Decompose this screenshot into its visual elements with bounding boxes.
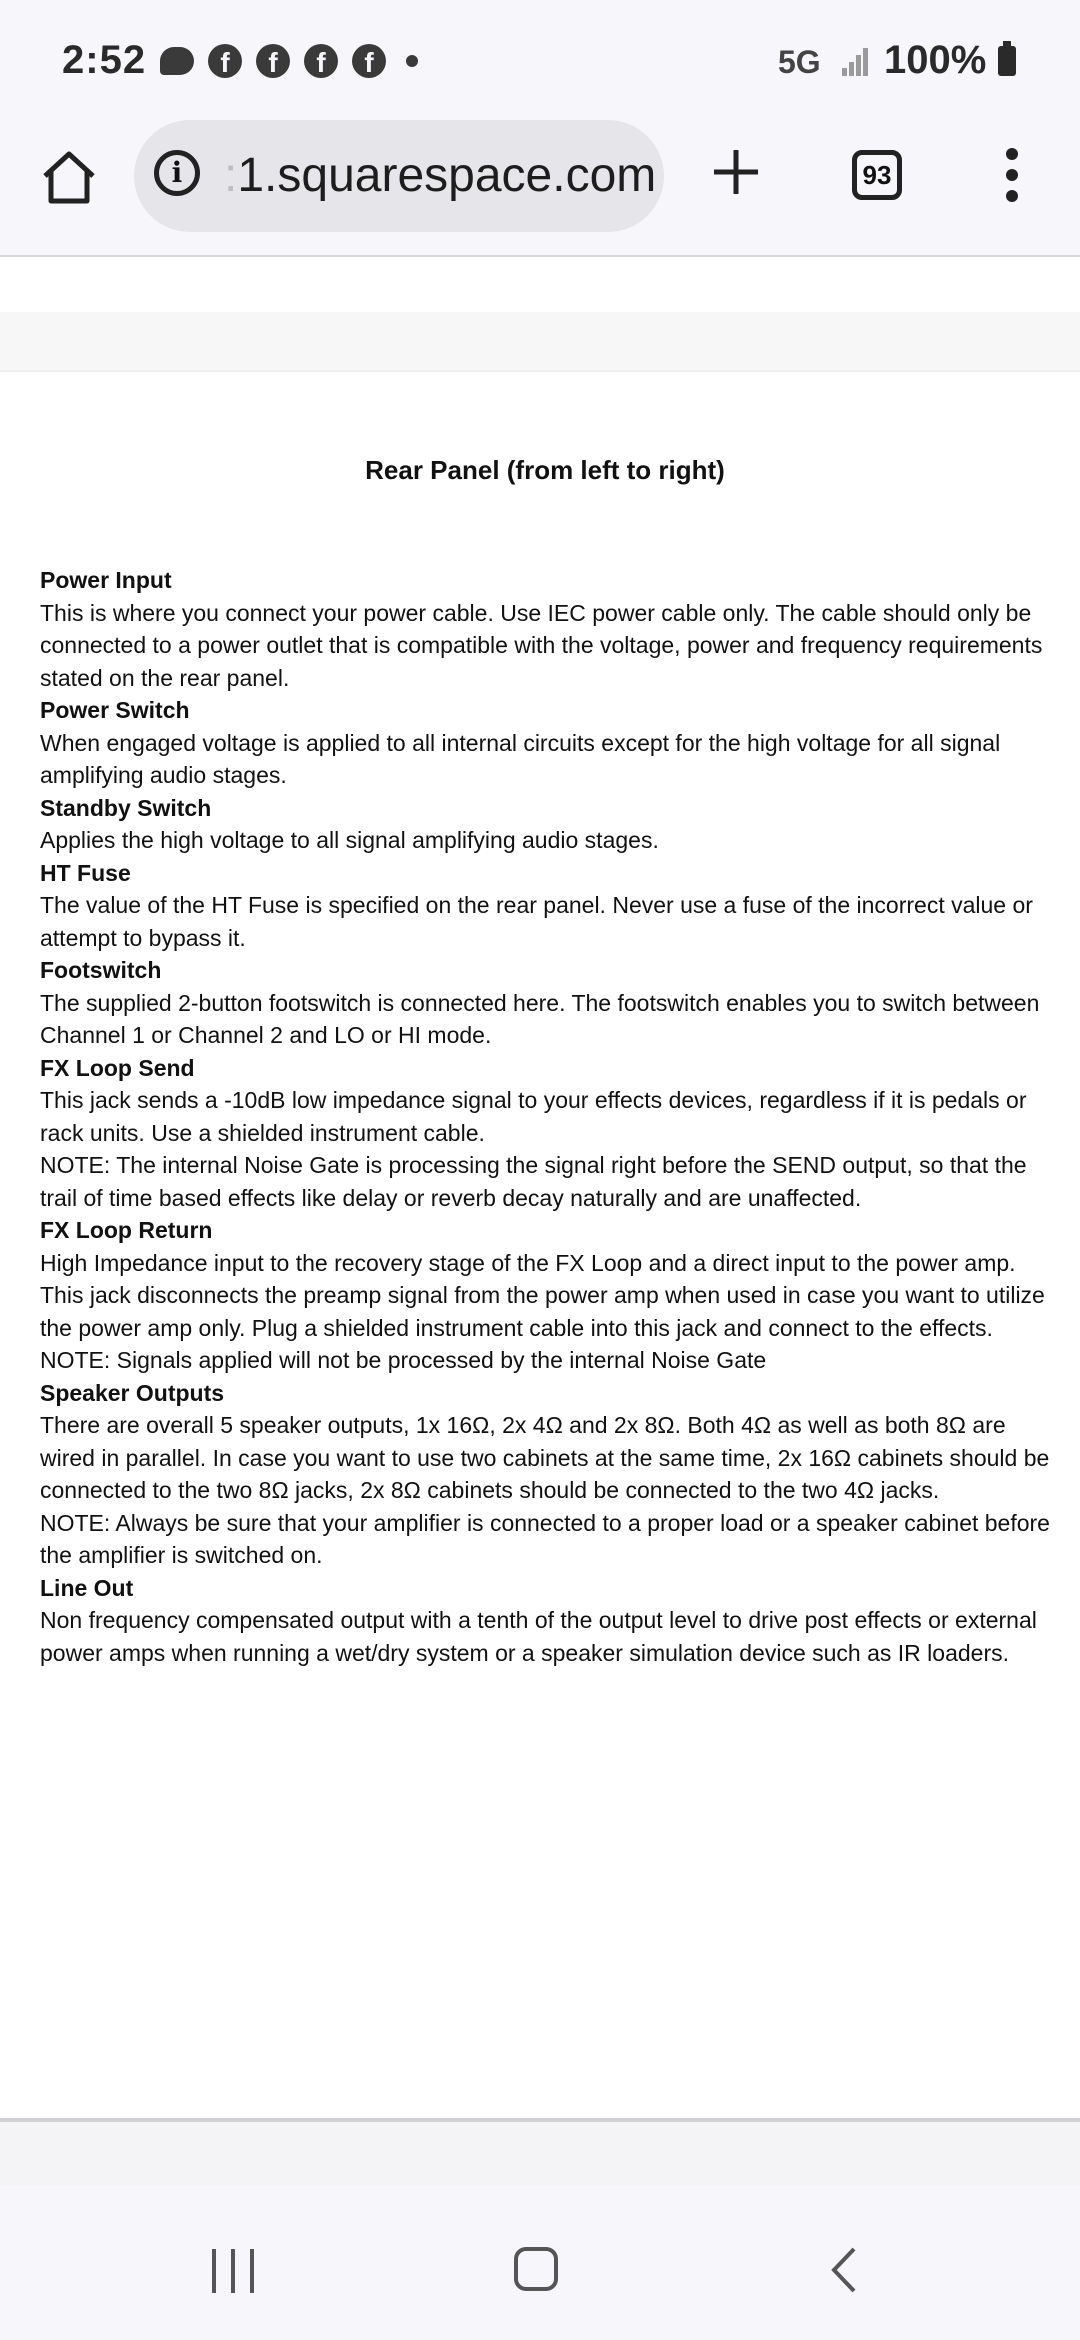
section-heading: Line Out <box>40 1574 134 1601</box>
more-menu-button[interactable] <box>1000 148 1024 212</box>
section-heading: FX Loop Return <box>40 1217 213 1243</box>
back-button[interactable] <box>824 2245 864 2295</box>
system-navigation-bar <box>0 2205 1080 2340</box>
section-power-switch <box>40 694 1050 792</box>
site-info-icon[interactable]: i <box>154 150 200 196</box>
article-content <box>40 455 1050 1669</box>
section-heading: Standby Switch <box>40 794 212 821</box>
section-ht-fuse <box>40 857 1050 955</box>
section-fx-loop-return <box>40 1214 1050 1377</box>
home-nav-button[interactable] <box>514 2247 558 2291</box>
section-heading: Footswitch <box>40 957 162 983</box>
section-text: The value of the HT Fuse is specified on the rear panel. Never use a fuse of the incorrect value or attempt to bypass it. <box>40 892 1033 951</box>
facebook-icon: f <box>256 44 290 78</box>
facebook-icon: f <box>208 44 242 78</box>
section-heading: Speaker Outputs <box>40 1379 225 1406</box>
recent-apps-button[interactable] <box>212 2249 256 2295</box>
url-text[interactable]: :1.squarespace.com <box>224 149 657 202</box>
battery-icon <box>998 46 1016 76</box>
recents-icon <box>212 2249 216 2293</box>
page-subheader-strip <box>0 312 1080 372</box>
signal-strength-icon <box>842 44 872 76</box>
section-text: Non frequency compensated output with a tenth of the output level to drive post effects or external power amps when running a wet/dry system or a speaker simulation device such as IR loaders. <box>40 1607 1037 1666</box>
new-tab-button[interactable] <box>706 142 766 202</box>
plus-icon <box>706 142 766 202</box>
menu-dot-icon <box>1006 169 1018 181</box>
section-line-out <box>40 1572 1050 1670</box>
recents-icon <box>231 2249 235 2293</box>
status-bar <box>0 0 1080 120</box>
browser-toolbar <box>0 120 1080 255</box>
page-header-strip <box>0 255 1080 314</box>
section-fx-loop-send <box>40 1052 1050 1215</box>
home-icon <box>38 146 100 208</box>
article-title: Rear Panel (from left to right) <box>365 455 725 485</box>
section-note: NOTE: Signals applied will not be processed by the internal Noise Gate <box>40 1347 767 1373</box>
notification-icons <box>160 44 418 78</box>
tab-switcher-button[interactable]: 93 <box>852 150 902 200</box>
section-note: NOTE: Always be sure that your amplifier is connected to a proper load or a speaker cabinet before the amplifier is switched on. <box>40 1509 1050 1568</box>
section-text: This is where you connect your power cable. Use IEC power cable only. The cable should only be connected to a power outlet that is compatible with the voltage, power and frequency requirements stated on the rear panel. <box>40 599 1043 691</box>
web-page <box>0 255 1080 2185</box>
section-text: The supplied 2-button footswitch is connected here. The footswitch enables you to switch between Channel 1 or Channel 2 and LO or HI mode. <box>40 989 1040 1048</box>
section-standby-switch <box>40 792 1050 857</box>
more-notifications-dot-icon <box>406 55 418 67</box>
menu-dot-icon <box>1006 148 1018 160</box>
section-heading: Power Input <box>40 567 172 593</box>
section-footswitch <box>40 954 1050 1052</box>
section-text: High Impedance input to the recovery stage of the FX Loop and a direct input to the power amp. This jack disconnects the preamp signal from the power amp when used in case you want to utilize the power amp only. Plug a shielded instrument cable into this jack and connect to the effects. <box>40 1249 1045 1341</box>
address-bar[interactable] <box>134 120 664 232</box>
section-text: When engaged voltage is applied to all internal circuits except for the high voltage for all signal amplifying audio stages. <box>40 729 1001 788</box>
home-button[interactable] <box>38 146 100 208</box>
section-note: NOTE: The internal Noise Gate is processing the signal right before the SEND output, so that the trail of time based effects like delay or reverb decay naturally and are unaffected. <box>40 1152 1027 1211</box>
section-text: This jack sends a -10dB low impedance signal to your effects devices, regardless if it is pedals or rack units. Use a shielded instrument cable. <box>40 1087 1027 1146</box>
section-text: There are overall 5 speaker outputs, 1x 16Ω, 2x 4Ω and 2x 8Ω. Both 4Ω as well as both 8Ω are wired in parallel. In case you want to use two cabinets at the same time, 2x 16Ω cabinets should be connected to the two 8Ω jacks, 2x 8Ω cabinets should be connected to the two 4Ω jacks. <box>40 1412 1050 1503</box>
facebook-icon: f <box>304 44 338 78</box>
section-heading: HT Fuse <box>40 859 131 886</box>
battery-percentage: 100% <box>884 38 987 82</box>
recents-icon <box>250 2249 254 2293</box>
back-chevron-icon <box>824 2245 864 2295</box>
clock: 2:52 <box>62 38 147 82</box>
page-footer-strip <box>0 2122 1080 2185</box>
section-heading: Power Switch <box>40 697 190 723</box>
section-power-input <box>40 564 1050 694</box>
facebook-icon: f <box>352 44 386 78</box>
menu-dot-icon <box>1006 190 1018 202</box>
network-type: 5G <box>778 44 821 80</box>
section-heading: FX Loop Send <box>40 1054 195 1081</box>
message-icon <box>160 47 194 75</box>
section-speaker-outputs <box>40 1377 1050 1572</box>
section-text: Applies the high voltage to all signal amplifying audio stages. <box>40 827 659 853</box>
